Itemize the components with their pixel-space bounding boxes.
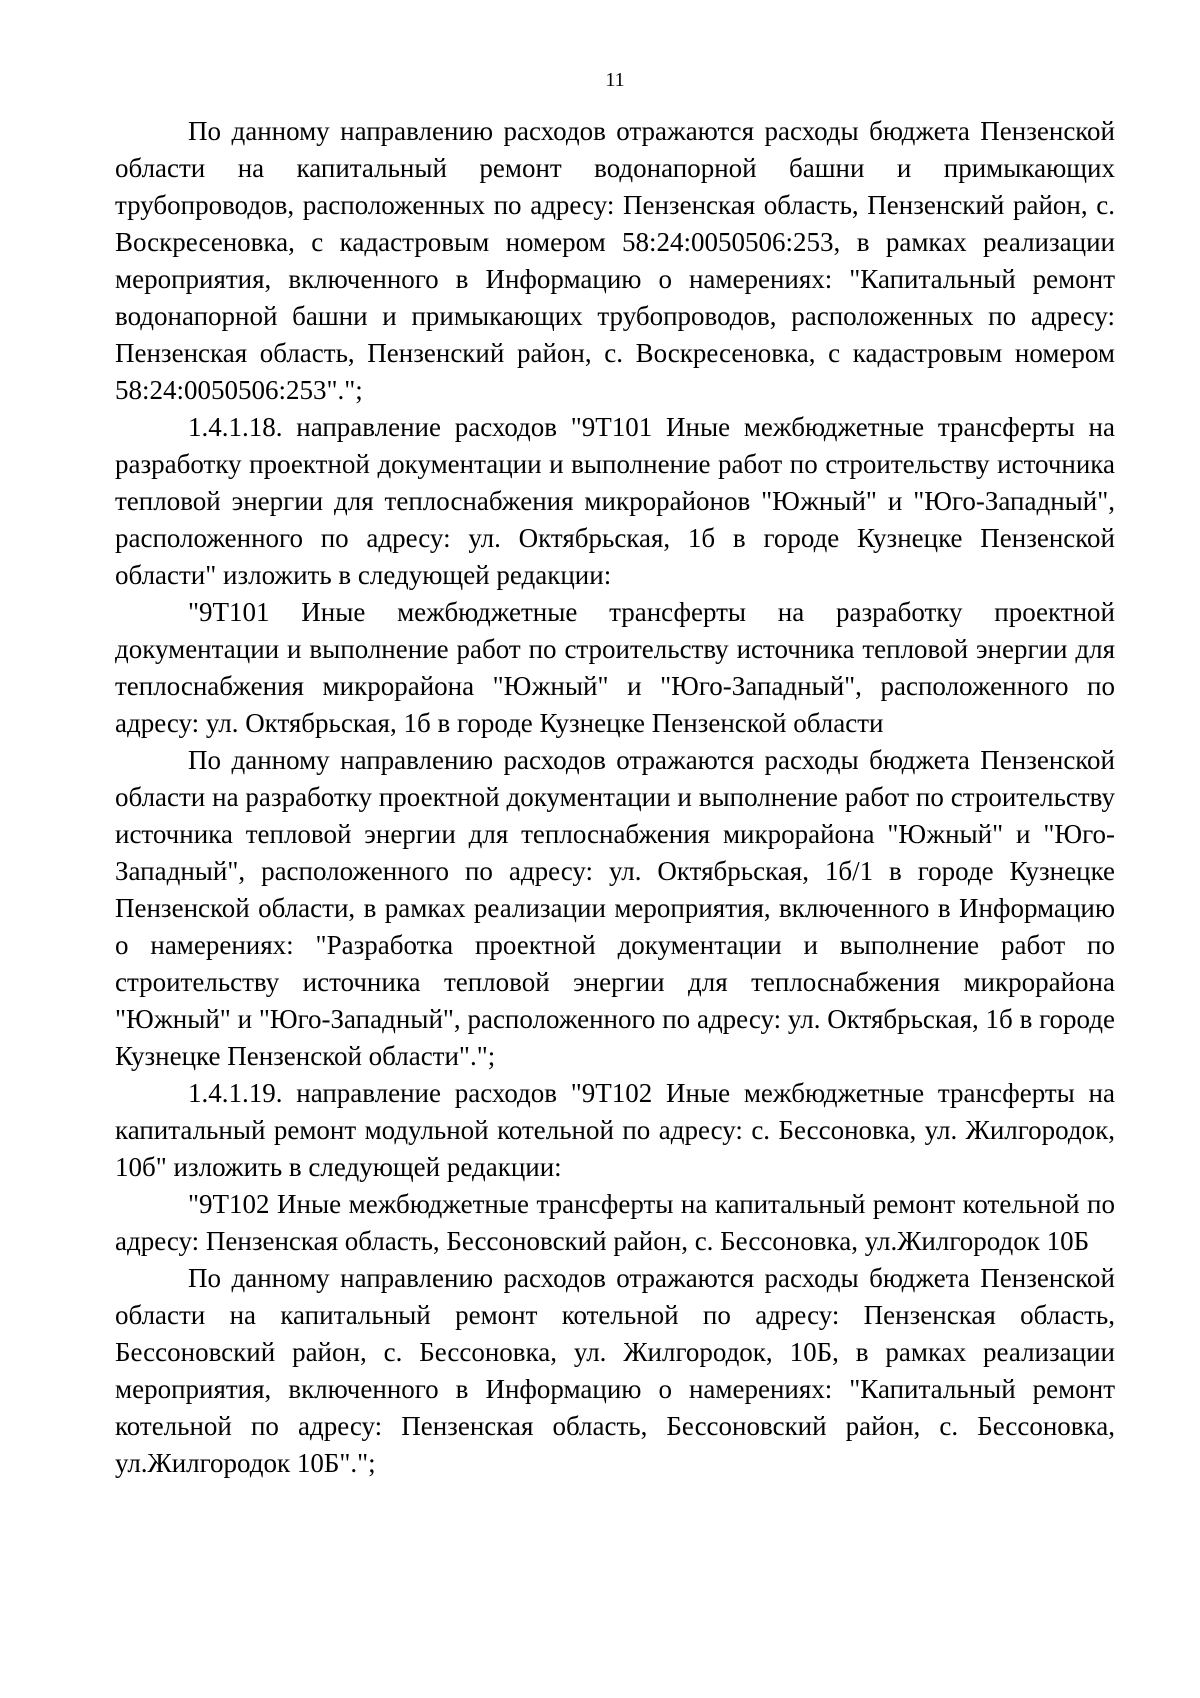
paragraph-9t102-description: По данному направлению расходов отражаются расходы бюджета Пензенской области на капитальный ремонт котельной по адресу: Пензенская область, Бессоновский район, с. Бессоновка, ул. Жилгородок, 10Б, в рамках реализации мероприятия, включенного в Информацию о намерениях: "Капитальный ремонт котельной по адресу: Пензенская область, Бессоновский район, с. Бессоновка, ул.Жилгородок 10Б"."; [115,1263,1115,1478]
document-body [115,113,1115,1482]
paragraph-9t101-title: "9Т101 Иные межбюджетные трансферты на разработку проектной документации и выполнение работ по строительству источника тепловой энергии для теплоснабжения микрорайона "Южный" и "Юго-Западный", расположенного по адресу: ул. Октябрьская, 1б в городе Кузнецке Пензенской области [115,597,1115,738]
paragraph-item-1-4-1-19: 1.4.1.19. направление расходов "9Т102 Иные межбюджетные трансферты на капитальный ремонт модульной котельной по адресу: с. Бессоновка, ул. Жилгородок, 10б" изложить в следующей редакции: [115,1078,1115,1182]
page-number: 11 [605,69,625,91]
paragraph-9t102-title: "9Т102 Иные межбюджетные трансферты на капитальный ремонт котельной по адресу: Пензенская область, Бессоновский район, с. Бессоновка, ул.Жилгородок 10Б [115,1189,1115,1256]
paragraph-item-1-4-1-18: 1.4.1.18. направление расходов "9Т101 Иные межбюджетные трансферты на разработку проектной документации и выполнение работ по строительству источника тепловой энергии для теплоснабжения микрорайонов "Южный" и "Юго-Западный", расположенного по адресу: ул. Октябрьская, 1б в городе Кузнецке Пензенской области" изложить в следующей редакции: [115,412,1115,590]
paragraph-reservoir-tower-description: По данному направлению расходов отражаются расходы бюджета Пензенской области на капитальный ремонт водонапорной башни и примыкающих трубопроводов, расположенных по адресу: Пензенская область, Пензенский район, с. Воскресеновка, с кадастровым номером 58:24:0050506:253, в рамках реализации мероприятия, включенного в Информацию о намерениях: "Капитальный ремонт водонапорной башни и примыкающих трубопроводов, расположенных по адресу: Пензенская область, Пензенский район, с. Воскресеновка, с кадастровым номером 58:24:0050506:253"."; [115,116,1115,405]
paragraph-9t101-description: По данному направлению расходов отражаются расходы бюджета Пензенской области на разработку проектной документации и выполнение работ по строительству источника тепловой энергии для теплоснабжения микрорайона "Южный" и "Юго-Западный", расположенного по адресу: ул. Октябрьская, 1б/1 в городе Кузнецке Пензенской области, в рамках реализации мероприятия, включенного в Информацию о намерениях: "Разработка проектной документации и выполнение работ по строительству источника тепловой энергии для теплоснабжения микрорайона "Южный" и "Юго-Западный", расположенного по адресу: ул. Октябрьская, 1б в городе Кузнецке Пензенской области"."; [115,745,1115,1071]
